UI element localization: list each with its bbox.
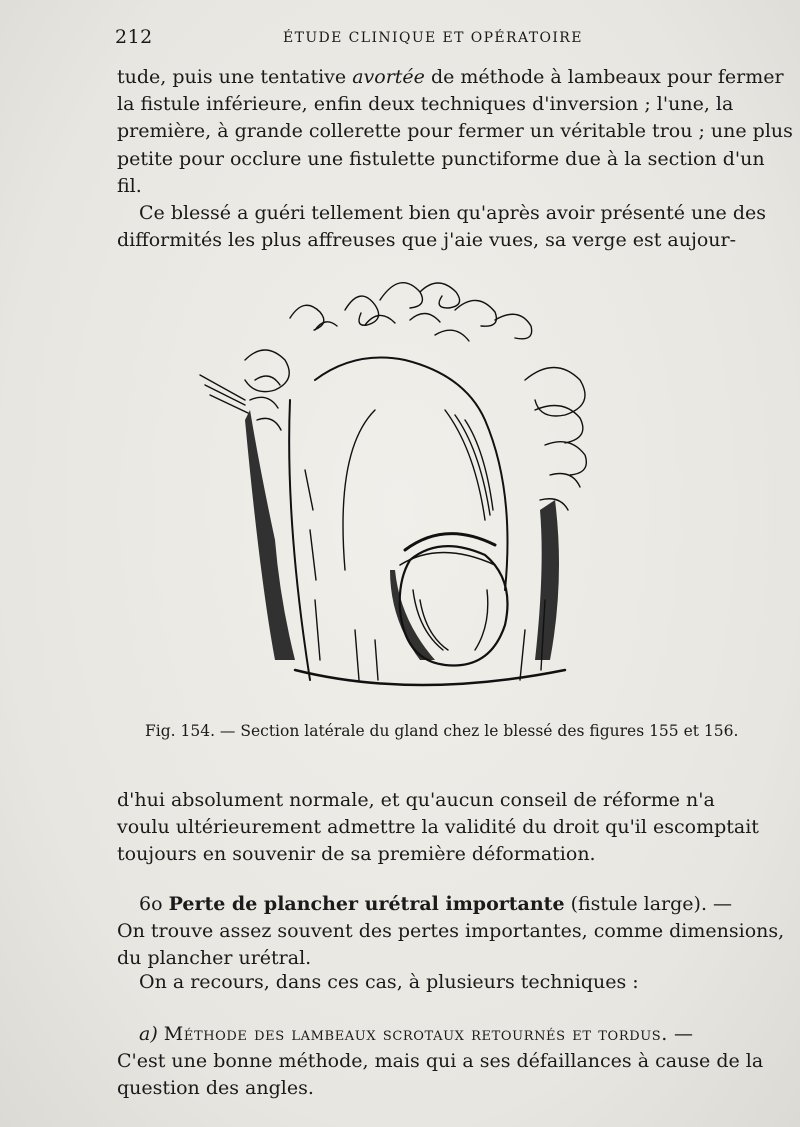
text-line: du plancher urétral. [117,947,312,970]
method-heading: Méthode des lambeaux scrotaux retournés et tordus. [163,1023,668,1045]
text-line: la fistule inférieure, enfin deux techniques d'inversion ; l'une, la [117,93,734,116]
text-line: question des angles. [117,1077,314,1100]
paragraph-healed [117,200,767,254]
text-line: difformités les plus affreuses que j'aie vues, sa verge est aujour- [117,229,737,252]
method-a [117,1021,767,1103]
method-label: a) [139,1023,158,1045]
section-heading-line: 6o Perte de plancher urétral importante (fistule large). — [139,893,733,915]
section-number: 6o [139,893,163,915]
text-line: première, à grande collerette pour fermer un véritable trou ; une plus [117,120,793,143]
text-line: Ce blessé a guéri tellement bien qu'après avoir présenté une des [139,202,766,224]
running-title: ÉTUDE CLINIQUE ET OPÉRATOIRE [283,30,583,46]
text-line: On a recours, dans ces cas, à plusieurs techniques : [139,971,639,993]
text-line: voulu ultérieurement admettre la validité du droit qu'il escomptait [117,816,759,839]
text-line: toujours en souvenir de sa première déformation. [117,843,596,866]
paragraph-techniques [117,969,767,996]
text-line: d'hui absolument normale, et qu'aucun conseil de réforme n'a [117,789,715,811]
paragraph-continuation [117,64,793,200]
text-line: C'est une bonne méthode, mais qui a ses défaillances à cause de la [117,1050,764,1073]
paragraph-normal [117,787,767,869]
figure-illustration [195,270,670,695]
figure-caption: Fig. 154. — Section latérale du gland chez le blessé des figures 155 et 156. [145,722,739,740]
engraving-image [195,270,670,695]
section-heading: Perte de plancher urétral importante [168,893,565,915]
text-line: On trouve assez souvent des pertes importantes, comme dimensions, [117,920,785,943]
page-number: 212 [115,26,153,48]
text-line: fil. [117,174,142,197]
section-6 [117,891,785,973]
text-line: petite pour occlure une fistulette punctiforme due à la section d'un [117,147,765,170]
method-heading-line: a) Méthode des lambeaux scrotaux retournés et tordus. — [139,1023,693,1045]
text-line: tude, puis une tentative avortée de méthode à lambeaux pour fermer [117,66,784,88]
page-header [115,26,765,50]
